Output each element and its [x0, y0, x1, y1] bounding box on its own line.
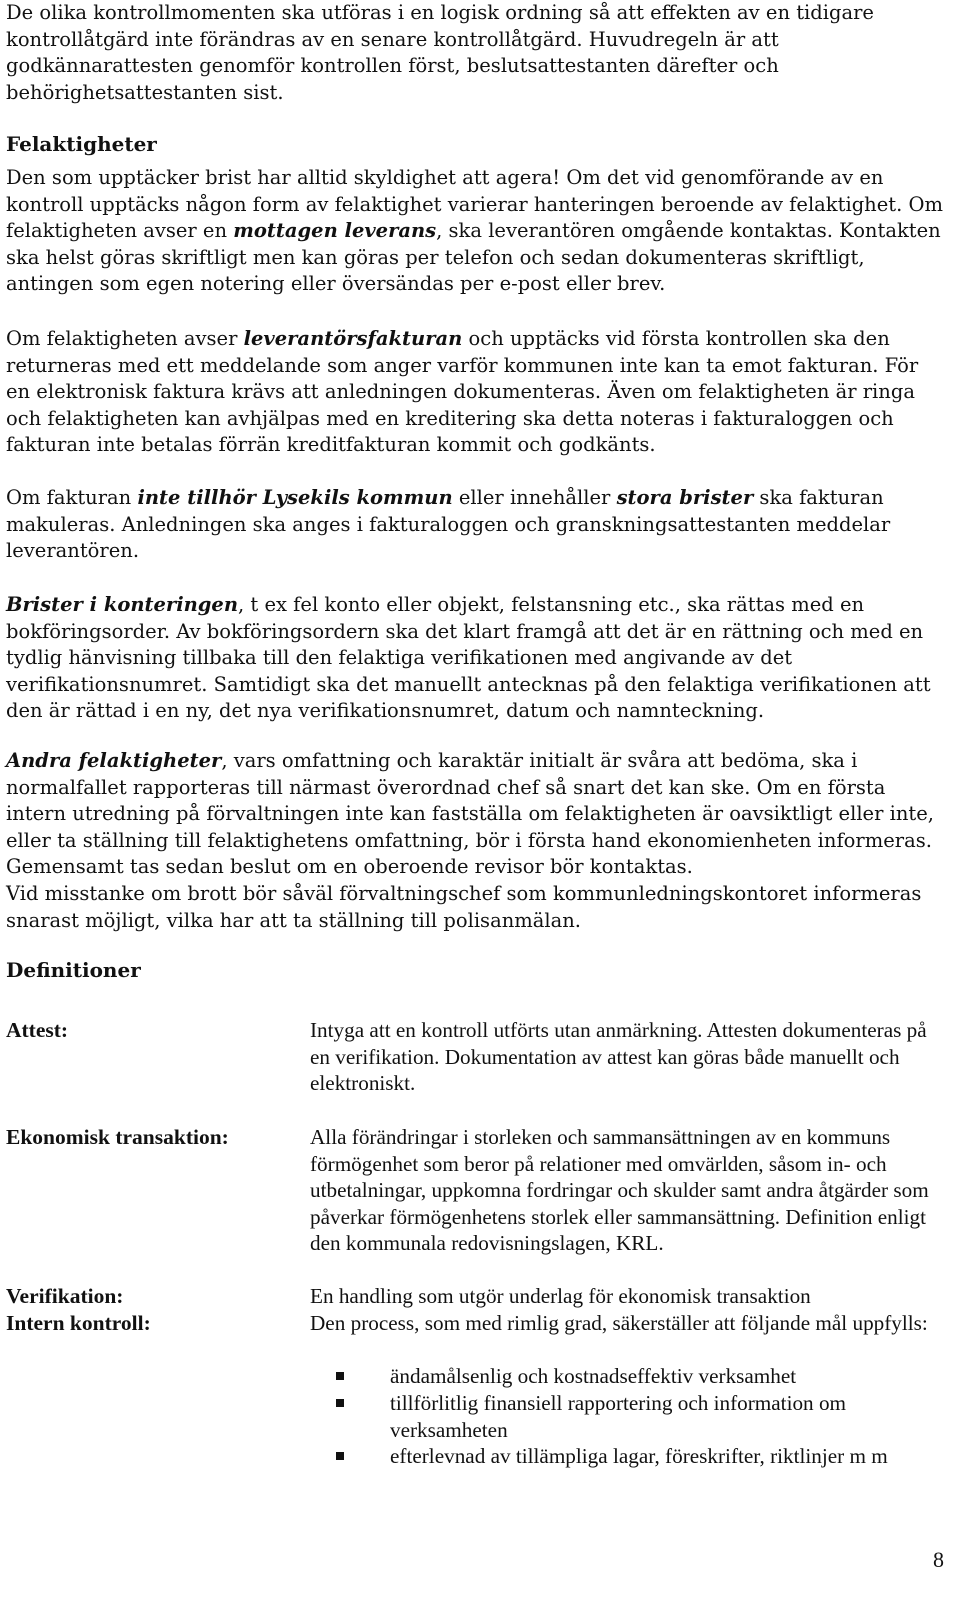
page-number: 8 [933, 1547, 944, 1572]
paragraph-mottagen-leverans: Den som upptäcker brist har alltid skyldighet att agera! Om det vid genomförande av en kontroll upptäcks någon form av felaktighet varierar hanteringen beroende av felaktighet. Om felaktigheten avser en mottagen leverans, ska leverantören omgående kontaktas. Kontakten ska helst göras skriftligt men kan göras per telefon och sedan dokumenteras skriftligt, antingen som egen notering eller översändas per e-post eller brev. [6, 166, 943, 295]
emphasis-leverantorsfakturan: leverantörsfakturan [243, 327, 463, 350]
definition-term-intern-kontroll: Intern kontroll: [6, 1311, 151, 1335]
paragraph-misstanke-brott: Vid misstanke om brott bör såväl förvaltningschef som kommunledningskontoret informeras snarast möjligt, vilka har att ta ställning till polisanmälan. [6, 882, 922, 932]
heading-definitioner: Definitioner [6, 958, 141, 982]
intro-paragraph: De olika kontrollmomenten ska utföras i en logisk ordning så att effekten av en tidigare kontrollåtgärd inte förändras av en senare kontrollåtgärd. Huvudregeln är att godkännarattesten genomför kontrollen först, beslutsattestanten därefter och behörighetsattestanten sist. [6, 1, 874, 104]
square-bullet-icon [336, 1399, 344, 1407]
paragraph-brister-konteringen: Brister i konteringen, t ex fel konto eller objekt, felstansning etc., ska rättas med en bokföringsorder. Av bokföringsordern ska det klart framgå att det är en rättning och med en tydlig hänvisning tillbaka till den felaktiga verifikationen med angivande av det verifikationsnumret. Samtidigt ska det manuellt antecknas på den felaktiga verifikationen att den är rättad i en ny, det nya verifikationsnumret, datum och namnteckning. [6, 593, 931, 722]
emphasis-andra-felaktigheter: Andra felaktigheter [6, 749, 222, 772]
heading-felaktigheter: Felaktigheter [6, 132, 157, 156]
definition-term-verifikation: Verifikation: [6, 1284, 124, 1308]
emphasis-brister-konteringen: Brister i konteringen [6, 593, 239, 616]
emphasis-stora-brister: stora brister [616, 486, 754, 509]
paragraph-leverantorsfakturan: Om felaktigheten avser leverantörsfakturan och upptäcks vid första kontrollen ska den returneras med ett meddelande som anger varför kommunen inte kan ta emot fakturan. För en elektronisk faktura krävs att anledningen dokumenteras. Även om felaktigheten är ringa och felaktigheten kan avhjälpas med en kreditering ska detta noteras i fakturaloggen och fakturan inte betalas förrän kreditfakturan kommit och godkänts. [6, 327, 919, 456]
definition-term-ekonomisk-transaktion: Ekonomisk transaktion: [6, 1125, 229, 1149]
definition-text-attest: Intyga att en kontroll utförts utan anmärkning. Attesten dokumenteras på en verifikation. Dokumentation av attest kan göras både manuellt och elektroniskt. [310, 1018, 927, 1096]
emphasis-mottagen-leverans: mottagen leverans [233, 219, 437, 242]
square-bullet-icon [336, 1452, 344, 1460]
definition-text-intern-kontroll: Den process, som med rimlig grad, säkerställer att följande mål uppfylls: [310, 1311, 928, 1335]
paragraph-andra-felaktigheter: Andra felaktigheter, vars omfattning och karaktär initialt är svåra att bedöma, ska i normalfallet rapporteras till närmast överordnad chef så snart det kan ske. Om en första intern utredning på förvaltningen inte kan fastställa om felaktigheten är oavsiktligt eller inte, eller ta ställning till felaktighetens omfattning, bör i första hand ekonomienheten informeras. Gemensamt tas sedan beslut om en oberoende revisor bör kontaktas. [6, 749, 934, 878]
definition-text-ekonomisk-transaktion: Alla förändringar i storleken och sammansättningen av en kommuns förmögenhet som beror på relationer med omvärlden, såsom in- och utbetalningar, uppkomna fordringar och skulder samt andra åtgärder som påverkar förmögenhetens storlek eller sammansättning. Definition enligt den kommunala redovisningslagen, KRL. [310, 1125, 929, 1256]
emphasis-inte-tillhor: inte tillhör Lysekils kommun [137, 486, 453, 509]
paragraph-makulering: Om fakturan inte tillhör Lysekils kommun eller innehåller stora brister ska fakturan makuleras. Anledningen ska anges i fakturaloggen och granskningsattestanten meddelar leverantören. [6, 486, 891, 562]
square-bullet-icon [336, 1372, 344, 1380]
definition-term-attest: Attest: [6, 1018, 69, 1042]
definition-text-verifikation: En handling som utgör underlag för ekonomisk transaktion [310, 1284, 811, 1308]
